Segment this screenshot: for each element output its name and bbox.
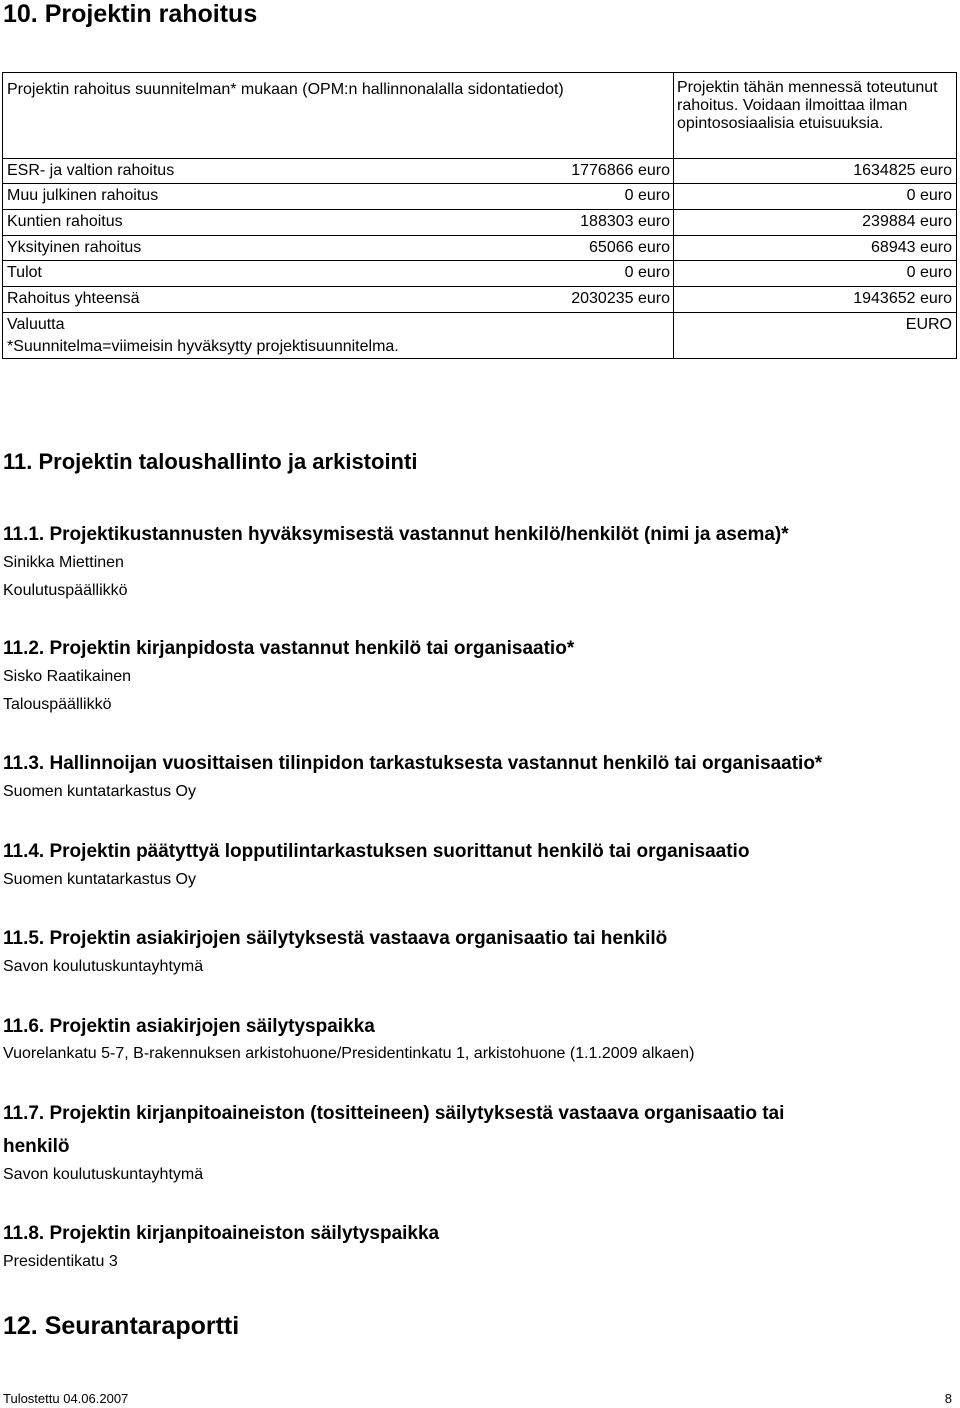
subsection-value: Savon koulutuskuntayhtymä xyxy=(3,1166,204,1183)
subsection-value: Vuorelankatu 5-7, B-rakennuksen arkistohuone/Presidentinkatu 1, arkistohuone (1.1.2009 alkaen) xyxy=(3,1045,695,1062)
footer-printed-date: Tulostettu 04.06.2007 xyxy=(3,1391,129,1406)
table-row-divider xyxy=(3,235,956,236)
subsection-value: Sinikka Miettinen xyxy=(3,554,124,571)
subsection-heading: 11.5. Projektin asiakirjojen säilytyksestä vastaava organisaatio tai henkilö xyxy=(3,928,668,949)
row-realized-value: 1943652 euro xyxy=(853,290,952,307)
table-column-divider xyxy=(673,73,674,358)
table-row-divider xyxy=(3,312,956,313)
row-plan-value: 188303 euro xyxy=(580,213,670,230)
subsection-heading: 11.7. Projektin kirjanpitoaineiston (tositteineen) säilytyksestä vastaava organisaatio tai xyxy=(3,1103,785,1124)
row-realized-value: 0 euro xyxy=(906,187,952,204)
subsection-heading: henkilö xyxy=(3,1136,70,1157)
table-row-divider xyxy=(3,286,956,287)
table-row-divider xyxy=(3,183,956,184)
row-plan-value: 65066 euro xyxy=(589,239,670,256)
subsection-heading: 11.3. Hallinnoijan vuosittaisen tilinpidon tarkastuksesta vastannut henkilö tai organisaatio* xyxy=(3,753,823,774)
table-row-divider xyxy=(3,209,956,210)
financing-table xyxy=(2,72,957,359)
subsection-heading: 11.8. Projektin kirjanpitoaineiston säilytyspaikka xyxy=(3,1223,440,1244)
row-label: Kuntien rahoitus xyxy=(7,213,123,230)
subsection-heading: 11.4. Projektin päätyttyä lopputilintarkastuksen suorittanut henkilö tai organisaatio xyxy=(3,841,750,862)
subsection-value: Presidentikatu 3 xyxy=(3,1253,118,1270)
subsection-value: Suomen kuntatarkastus Oy xyxy=(3,871,196,888)
section-11-title: 11. Projektin taloushallinto ja arkistointi xyxy=(3,449,418,474)
subsection-value: Suomen kuntatarkastus Oy xyxy=(3,783,196,800)
row-label: Muu julkinen rahoitus xyxy=(7,187,159,204)
row-realized-value: 1634825 euro xyxy=(853,162,952,179)
row-label: Yksityinen rahoitus xyxy=(7,239,142,256)
row-realized-value: 0 euro xyxy=(906,264,952,281)
row-label: Tulot xyxy=(7,264,42,281)
section-12-title: 12. Seurantaraportti xyxy=(3,1312,240,1340)
footer-page-number: 8 xyxy=(944,1391,952,1406)
row-realized-value: EURO xyxy=(905,316,952,333)
subsection-heading: 11.2. Projektin kirjanpidosta vastannut henkilö tai organisaatio* xyxy=(3,638,575,659)
subsection-value: Savon koulutuskuntayhtymä xyxy=(3,958,204,975)
row-plan-value: 0 euro xyxy=(624,187,670,204)
subsection-value: Sisko Raatikainen xyxy=(3,668,132,685)
row-realized-value: 239884 euro xyxy=(862,213,952,230)
row-label: Valuutta xyxy=(7,316,65,333)
row-realized-value: 68943 euro xyxy=(871,239,952,256)
table-row-divider xyxy=(3,260,956,261)
subsection-heading: 11.6. Projektin asiakirjojen säilytyspaikka xyxy=(3,1016,375,1037)
subsection-value: Koulutuspäällikkö xyxy=(3,582,128,599)
table-header-plan: Projektin rahoitus suunnitelman* mukaan (OPM:n hallinnonalalla sidontatiedot) xyxy=(7,81,564,98)
table-row-divider xyxy=(3,158,956,159)
subsection-heading: 11.1. Projektikustannusten hyväksymisestä vastannut henkilö/henkilöt (nimi ja asema)* xyxy=(3,524,789,545)
table-header-realized: Projektin tähän mennessä toteutunut rahoitus. Voidaan ilmoittaa ilman opintososiaalisia etuisuuksia. xyxy=(677,79,938,132)
row-label: ESR- ja valtion rahoitus xyxy=(7,162,175,179)
row-plan-value: 1776866 euro xyxy=(571,162,670,179)
table-footnote: *Suunnitelma=viimeisin hyväksytty projektisuunnitelma. xyxy=(7,338,399,355)
row-plan-value: 2030235 euro xyxy=(571,290,670,307)
subsection-value: Talouspäällikkö xyxy=(3,696,112,713)
row-plan-value: 0 euro xyxy=(624,264,670,281)
section-10-title: 10. Projektin rahoitus xyxy=(3,0,258,28)
row-label: Rahoitus yhteensä xyxy=(7,290,140,307)
